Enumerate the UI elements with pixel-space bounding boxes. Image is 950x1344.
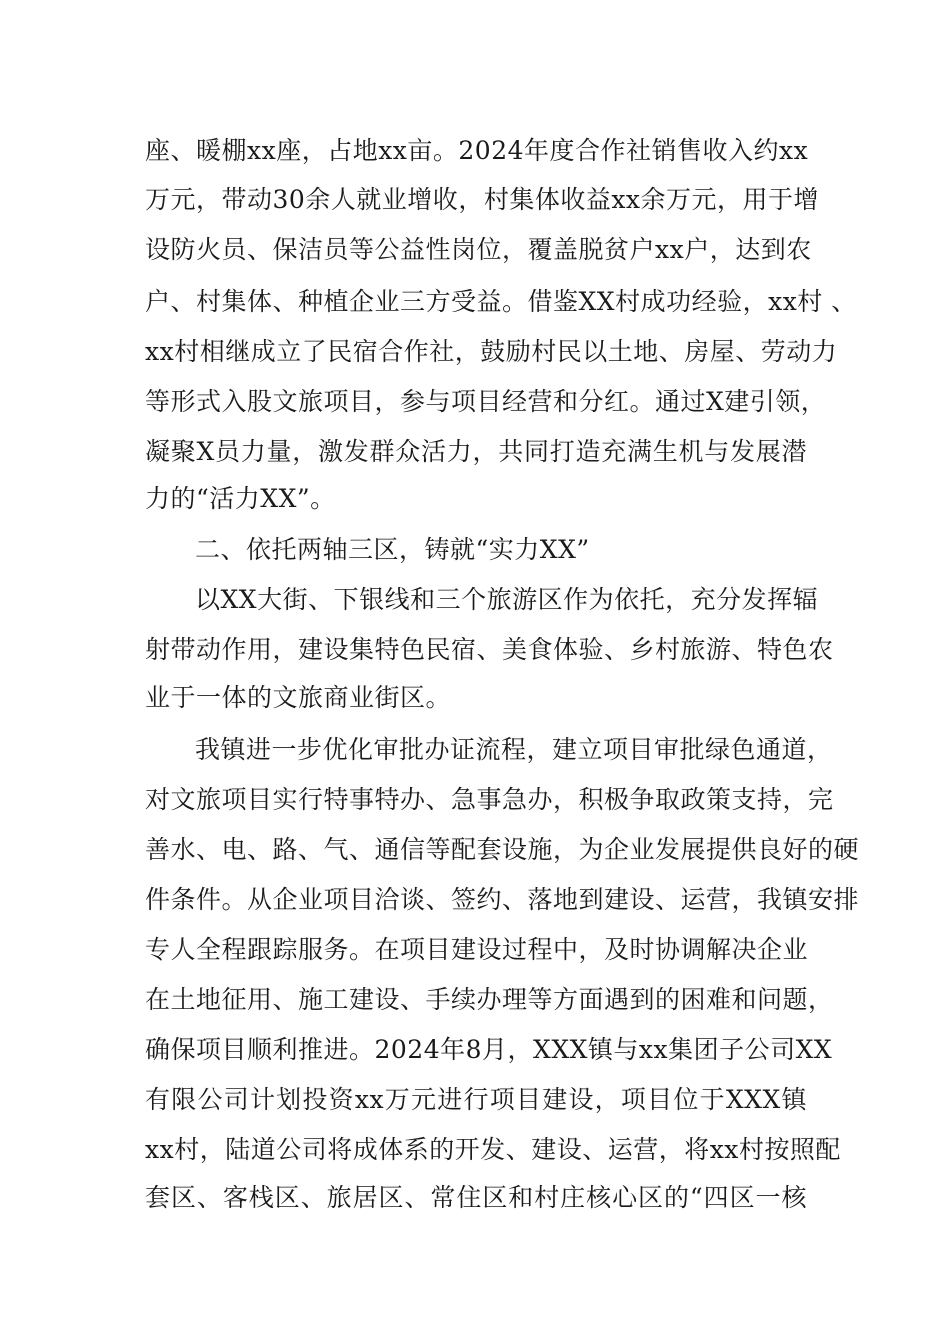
paragraph-line: 设防火员、保洁员等公益性岗位，覆盖脱贫户xx户，达到农 xyxy=(145,235,812,264)
paragraph-line: 善水、电、路、气、通信等配套设施，为企业发展提供良好的硬 xyxy=(145,835,860,864)
paragraph-line: 力的“活力XX”。 xyxy=(145,484,336,513)
paragraph-line: 座、暖棚xx座，占地xx亩。2024年度合作社销售收入约xx xyxy=(145,136,809,165)
paragraph-line: 有限公司计划投资xx万元进行项目建设，项目位于XXX镇 xyxy=(145,1085,807,1114)
paragraph-line: 在土地征用、施工建设、手续办理等方面遇到的困难和问题， xyxy=(145,985,834,1014)
paragraph-line: 确保项目顺利推进。2024年8月，XXX镇与xx集团子公司XX xyxy=(145,1035,833,1064)
paragraph-line: 射带动作用，建设集特色民宿、美食体验、乡村旅游、特色农 xyxy=(145,635,834,664)
paragraph-line: 件条件。从企业项目洽谈、签约、落地到建设、运营，我镇安排 xyxy=(145,885,860,914)
paragraph-line: 专人全程跟踪服务。在项目建设过程中，及时协调解决企业 xyxy=(145,935,809,964)
paragraph-line: 万元，带动30余人就业增收，村集体收益xx余万元，用于增 xyxy=(145,185,820,214)
paragraph-line: xx村，陆道公司将成体系的开发、建设、运营，将xx村按照配 xyxy=(145,1135,841,1164)
paragraph-line: 凝聚X员力量，激发群众活力，共同打造充满生机与发展潜 xyxy=(145,437,807,466)
paragraph-line: 对文旅项目实行特事特办、急事急办，积极争取政策支持，完 xyxy=(145,785,834,814)
paragraph-line: xx村相继成立了民宿合作社，鼓励村民以土地、房屋、劳动力 xyxy=(145,337,838,366)
paragraph-line: 套区、客栈区、旅居区、常住区和村庄核心区的“四区一核 xyxy=(145,1183,807,1212)
paragraph-line: 以XX大街、下银线和三个旅游区作为依托，充分发挥辐 xyxy=(195,585,819,614)
paragraph-line: 等形式入股文旅项目，参与项目经营和分红。通过X建引领， xyxy=(145,387,827,416)
paragraph-line: 业于一体的文旅商业街区。 xyxy=(145,683,452,712)
paragraph-line: 户、村集体、种植企业三方受益。借鉴XX村成功经验，xx村 、 xyxy=(145,287,857,316)
section-heading: 二、依托两轴三区，铸就“实力XX” xyxy=(195,535,590,564)
paragraph-line: 我镇进一步优化审批办证流程，建立项目审批绿色通道， xyxy=(195,735,833,764)
